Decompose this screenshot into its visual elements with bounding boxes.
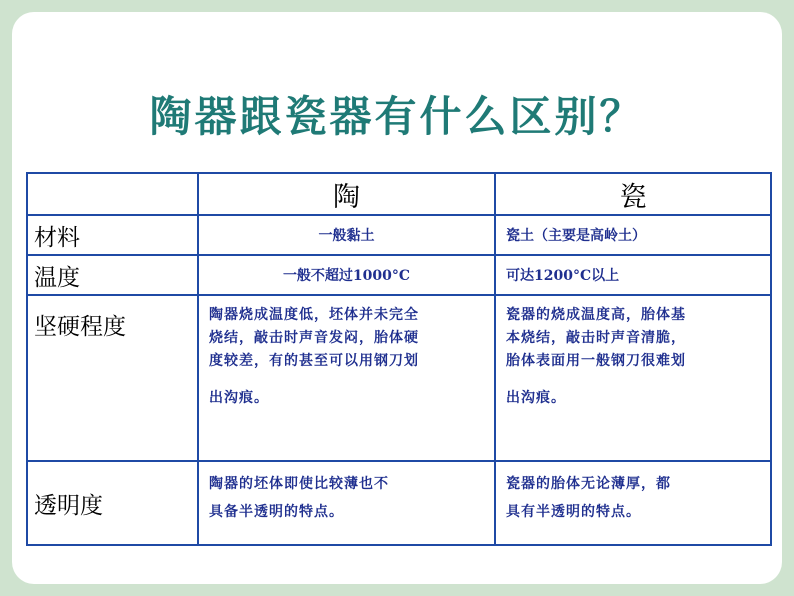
cell-tao-hardness <box>198 295 495 461</box>
row-label-temperature: 温度 <box>27 255 198 295</box>
cell-line: 具有半透明的特点。 <box>506 504 641 520</box>
cell-line: 陶器烧成温度低，坯体并未完全 <box>209 307 419 323</box>
table-row-translucency <box>27 461 771 545</box>
cell-tao-translucency <box>198 461 495 545</box>
cell-ci-temperature <box>495 255 771 295</box>
table-row-temperature <box>27 255 771 295</box>
cell-text: 一般不超过1000°C <box>282 268 411 284</box>
cell-tao-material <box>198 215 495 255</box>
cell-ci-hardness <box>495 295 771 461</box>
cell-text: 瓷土（主要是高岭土） <box>506 228 646 244</box>
cell-line: 陶器的坯体即使比较薄也不 <box>209 476 389 492</box>
cell-ci-translucency <box>495 461 771 545</box>
comparison-table <box>26 172 772 546</box>
row-label-translucency: 透明度 <box>27 461 198 545</box>
cell-line: 出沟痕。 <box>209 390 269 406</box>
cell-line: 具备半透明的特点。 <box>209 504 344 520</box>
header-ci: 瓷 <box>495 173 771 215</box>
cell-line: 瓷器的烧成温度高，胎体基 <box>506 307 686 323</box>
header-empty-cell <box>27 173 198 215</box>
cell-tao-temperature <box>198 255 495 295</box>
row-label-material: 材料 <box>27 215 198 255</box>
cell-line: 出沟痕。 <box>506 390 566 406</box>
table-row-material <box>27 215 771 255</box>
cell-line: 胎体表面用一般钢刀很难划 <box>506 353 686 369</box>
cell-ci-material <box>495 215 771 255</box>
cell-line: 烧结，敲击时声音发闷，胎体硬 <box>209 330 419 346</box>
header-tao: 陶 <box>198 173 495 215</box>
table-row-hardness <box>27 295 771 461</box>
page-title: 陶器跟瓷器有什么区别？ <box>149 92 645 141</box>
cell-line: 瓷器的胎体无论薄厚，都 <box>506 476 671 492</box>
cell-text: 可达1200°C以上 <box>506 268 620 284</box>
cell-line: 本烧结，敲击时声音清脆， <box>506 330 686 346</box>
table-header-row <box>27 173 771 215</box>
cell-text: 一般黏土 <box>318 228 375 244</box>
cell-line: 度较差，有的甚至可以用钢刀划 <box>209 353 419 369</box>
row-label-hardness: 坚硬程度 <box>27 295 198 461</box>
